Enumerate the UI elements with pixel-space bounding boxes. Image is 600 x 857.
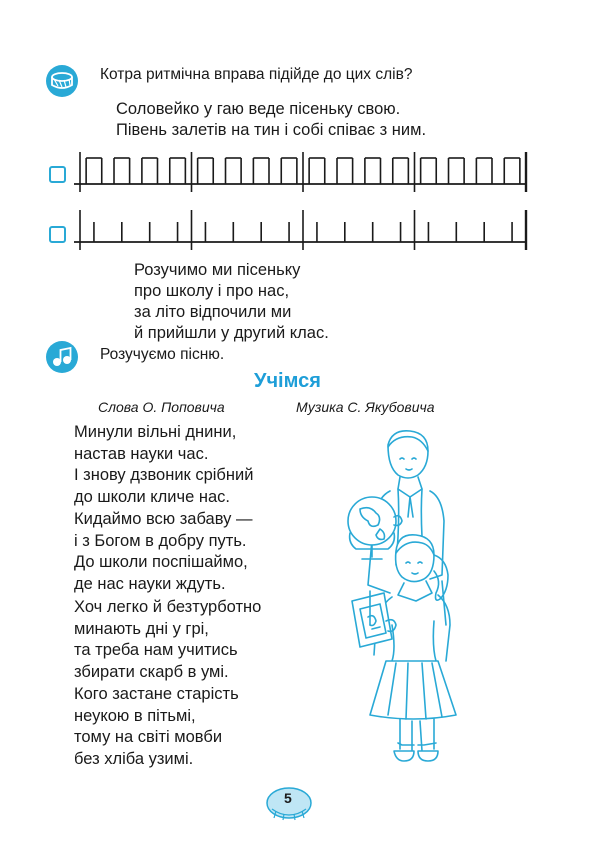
stanza-line: неукою в пітьмі, [74,706,196,725]
stanza-line: та треба нам учитись [74,641,238,659]
children-illustration [330,425,480,785]
stanza-1 [74,422,253,508]
verse-line: про школу і про нас, [134,282,290,300]
stanza-line: Кого застане старість [74,685,239,703]
task-line: Соловейко у гаю веде пісеньку свою. [116,100,401,118]
rhythm-option-1-checkbox[interactable] [49,166,66,183]
rhythm-option-1-staff [74,150,534,195]
verse-line: за літо відпочили ми [134,303,292,321]
stanza-line: збирати скарб в умі. [74,662,229,681]
task-question: Котра ритмічна вправа підійде до цих слів? [100,66,413,83]
verse-line: й прийшли у другий клас. [134,324,329,342]
stanza-line: настав науки час. [74,444,209,463]
task-line: Півень залетів на тин і собі співає з ним. [116,121,427,139]
stanza-line: без хліба узимі. [74,749,194,768]
stanza-line: Минули вільні днини, [74,423,237,441]
stanza-4 [74,684,239,770]
lyricist-credit: Слова О. Поповича [98,399,225,415]
drum-icon [45,64,79,98]
stanza-line: Кидаймо всю забаву — [74,510,253,528]
stanza-3 [74,597,261,683]
song-title: Учімся [254,370,321,392]
stanza-line: і з Богом в добру путь. [74,531,247,550]
stanza-line: минають дні у грі, [74,619,209,638]
stanza-line: до школи кличе нас. [74,487,231,506]
task-prompt: Розучуємо пісню. [100,346,225,363]
stanza-2 [74,509,252,595]
composer-credit: Музика С. Якубовича [296,399,435,415]
music-notes-icon [45,340,79,374]
stanza-line: Хоч легко й безтурботно [74,598,262,616]
rhythm-option-2-staff [74,208,534,253]
stanza-line: де нас науки ждуть. [74,574,226,593]
stanza-line: І знову дзвоник срібний [74,466,254,484]
stanza-line: тому на світі мовби [74,728,223,746]
page-number: 5 [284,790,292,806]
verse-block [134,260,329,344]
task-lines [116,99,426,141]
verse-line: Розучимо ми пісеньку [134,261,301,279]
stanza-line: До школи поспішаймо, [74,553,248,571]
rhythm-option-2-checkbox[interactable] [49,226,66,243]
